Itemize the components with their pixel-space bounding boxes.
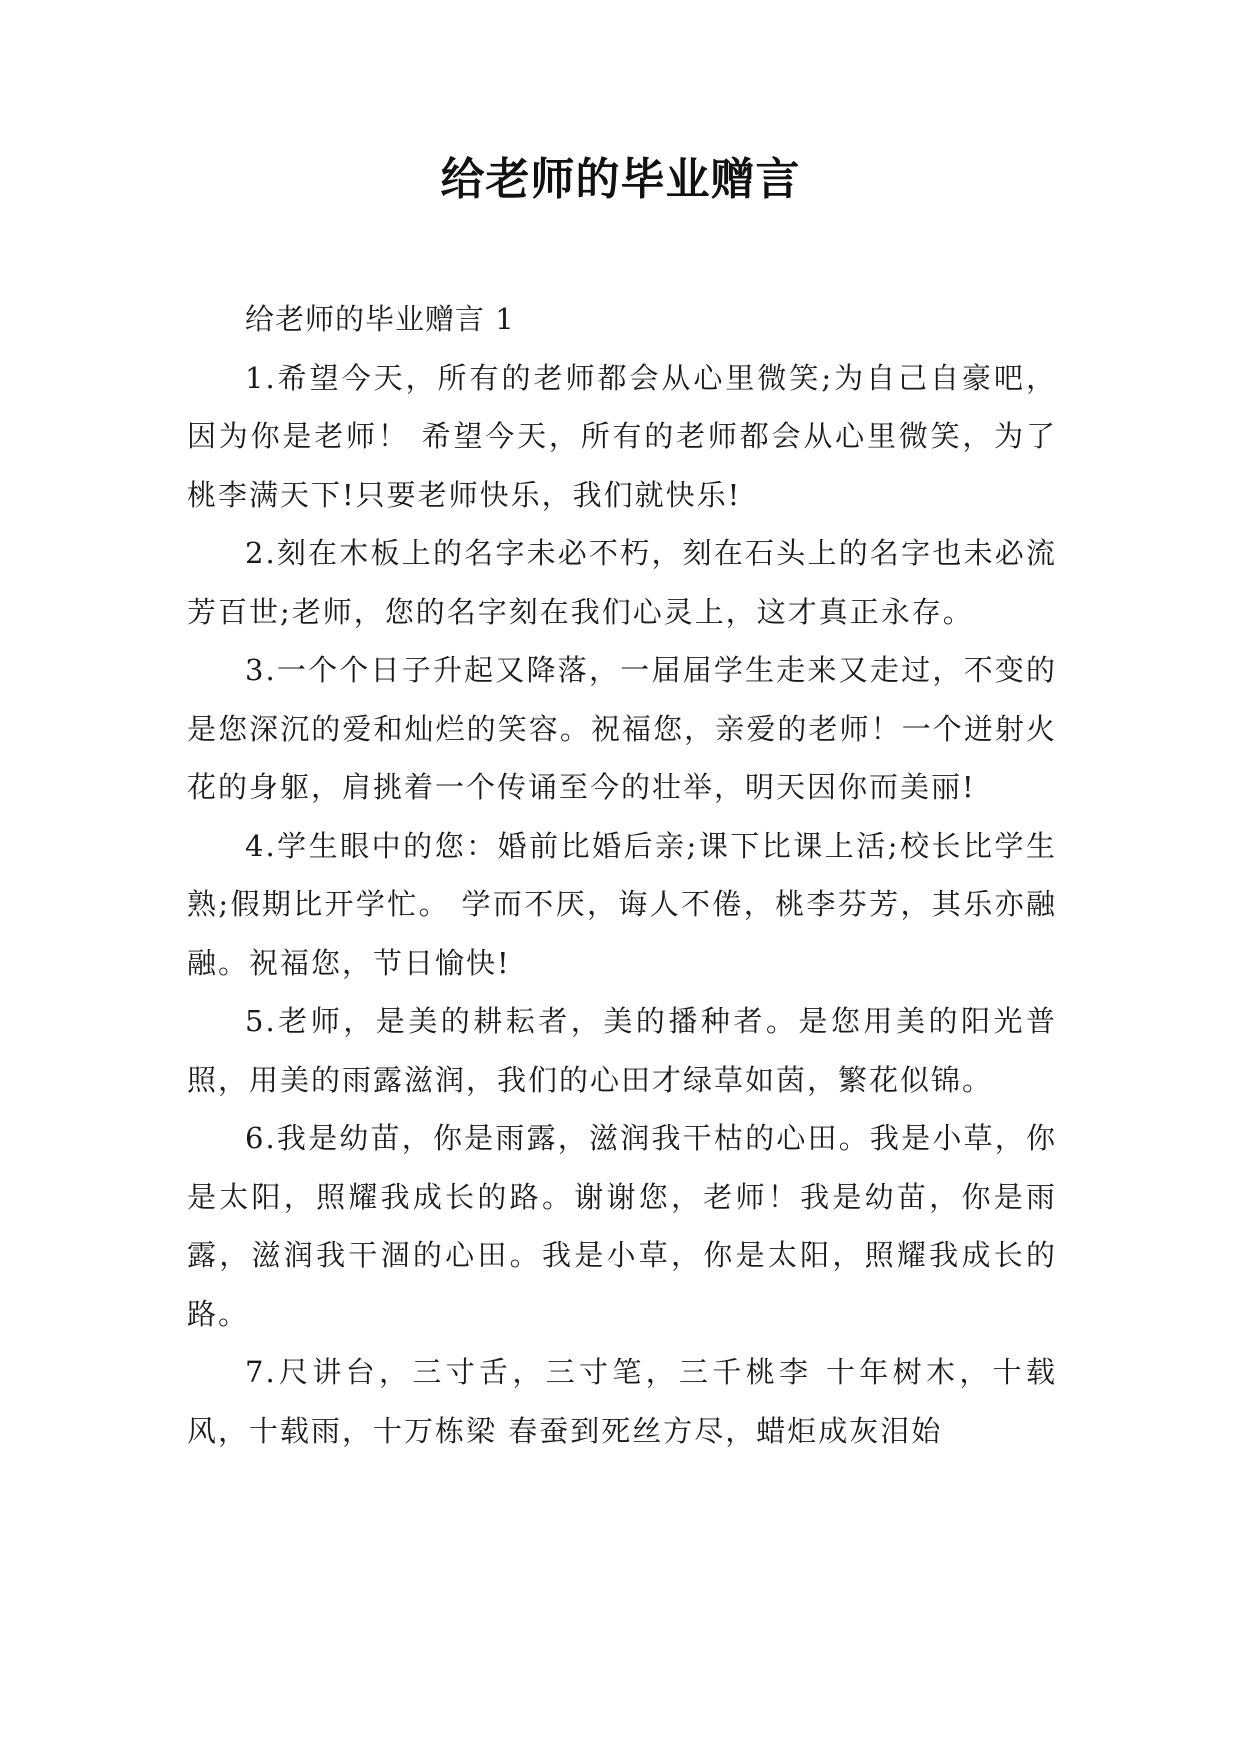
- paragraph-4: 4.学生眼中的您：婚前比婚后亲;课下比课上活;校长比学生熟;假期比开学忙。 学而不厌，诲人不倦，桃李芬芳，其乐亦融融。祝福您，节日愉快!: [187, 828, 1057, 980]
- paragraph-1: 1.希望今天，所有的老师都会从心里微笑;为自己自豪吧，因为你是老师！ 希望今天，所有的老师都会从心里微笑，为了桃李满天下!只要老师快乐，我们就快乐!: [187, 360, 1057, 512]
- paragraph-7: 7.尺讲台，三寸舌，三寸笔，三千桃李 十年树木，十载风，十载雨，十万栋梁 春蚕到死丝方尽，蜡炬成灰泪始: [187, 1355, 1057, 1448]
- paragraph-5: 5.老师，是美的耕耘者，美的播种者。是您用美的阳光普照，用美的雨露滋润，我们的心田才绿草如茵，繁花似锦。: [187, 1004, 1057, 1097]
- paragraph-3: 3.一个个日子升起又降落，一届届学生走来又走过，不变的是您深沉的爱和灿烂的笑容。祝福您，亲爱的老师！一个迸射火花的身躯，肩挑着一个传诵至今的壮举，明天因你而美丽!: [187, 653, 1057, 804]
- document-body: [187, 290, 1057, 1460]
- paragraph-6: 6.我是幼苗，你是雨露，滋润我干枯的心田。我是小草，你是太阳，照耀我成长的路。谢谢您，老师！我是幼苗，你是雨露，滋润我干涸的心田。我是小草，你是太阳，照耀我成长的路。: [187, 1121, 1057, 1331]
- paragraph-2: 2.刻在木板上的名字未必不朽，刻在石头上的名字也未必流芳百世;老师，您的名字刻在我们心灵上，这才真正永存。: [187, 536, 1057, 629]
- section-heading: 给老师的毕业赠言 1: [245, 302, 515, 336]
- document-title: 给老师的毕业赠言: [440, 154, 801, 205]
